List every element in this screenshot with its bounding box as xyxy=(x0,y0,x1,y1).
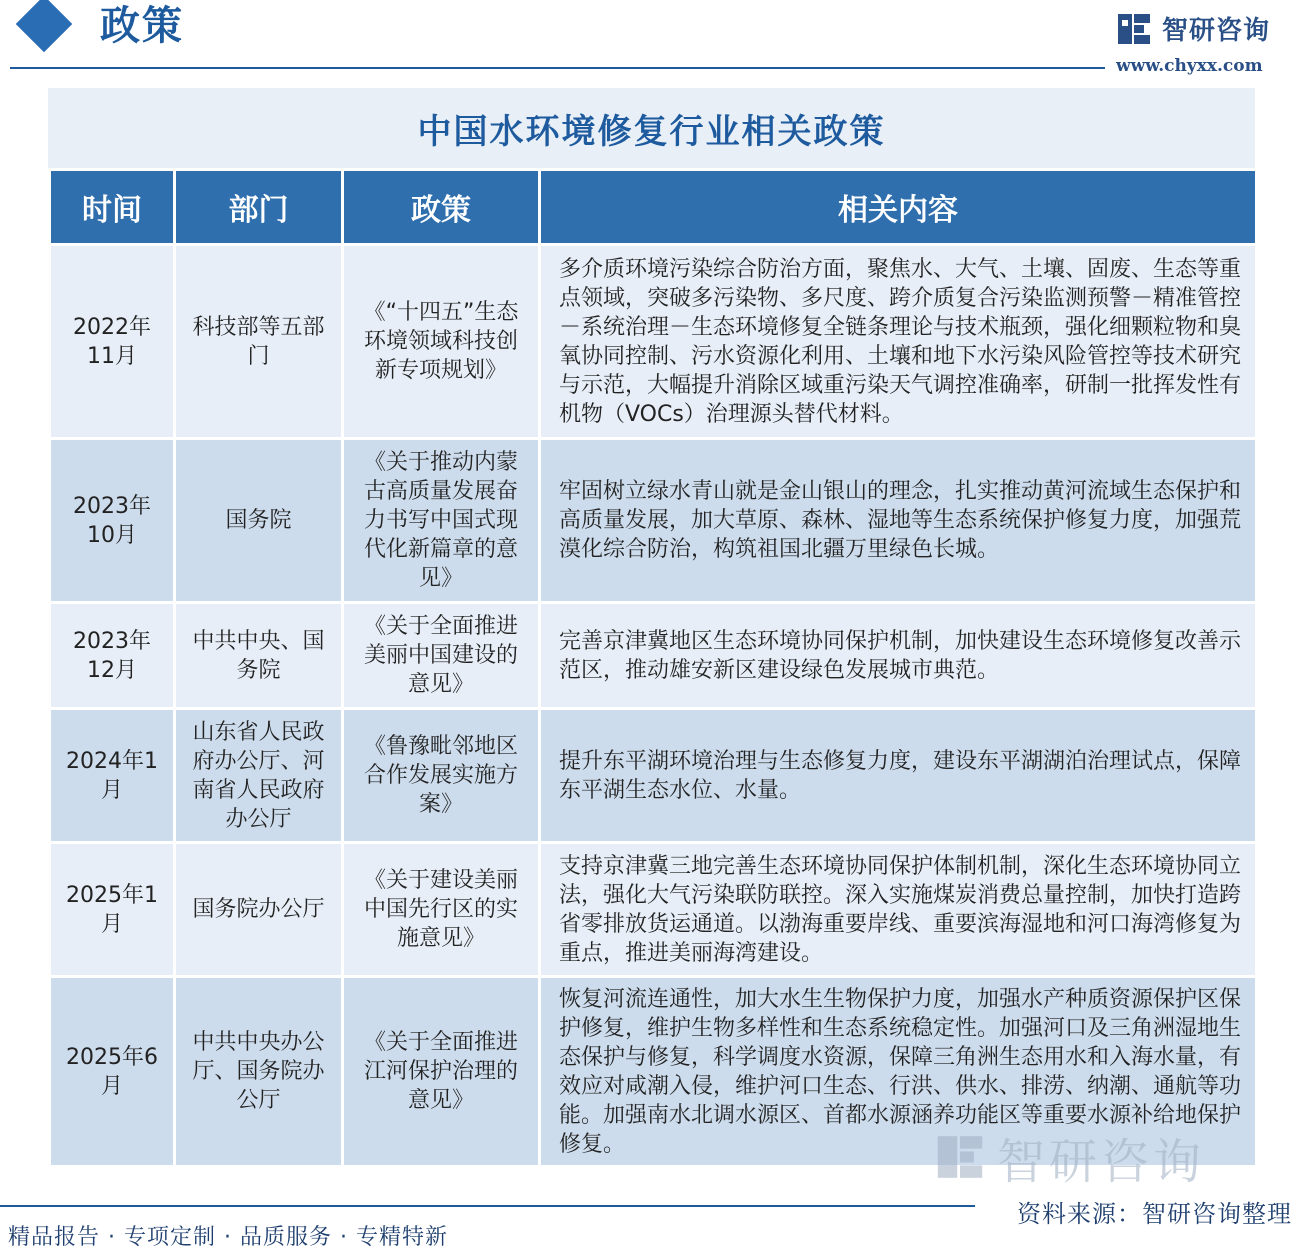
brand xyxy=(1116,6,1276,82)
table-row xyxy=(50,709,1257,843)
cell-dept: 国务院 xyxy=(175,439,343,603)
cell-time: 2022年11月 xyxy=(50,245,175,439)
brand-url: www.chyxx.com xyxy=(1116,56,1263,76)
page-title: 政策 xyxy=(100,3,184,49)
table-header-row xyxy=(50,170,1257,245)
cell-dept: 中共中央、国务院 xyxy=(175,603,343,709)
brand-name: 智研咨询 xyxy=(1162,16,1271,46)
cell-dept: 山东省人民政府办公厅、河南省人民政府办公厅 xyxy=(175,709,343,843)
cell-content: 提升东平湖环境治理与生态修复力度，建设东平湖湖泊治理试点，保障东平湖生态水位、水量。 xyxy=(540,709,1257,843)
data-source: 资料来源：智研咨询整理 xyxy=(1017,1200,1292,1228)
column-header-time: 时间 xyxy=(50,170,175,245)
cell-policy: 《“十四五”生态环境领域科技创新专项规划》 xyxy=(343,245,540,439)
cell-policy: 《关于推动内蒙古高质量发展奋力书写中国式现代化新篇章的意见》 xyxy=(343,439,540,603)
table-row xyxy=(50,843,1257,977)
cell-policy: 《关于全面推进江河保护治理的意见》 xyxy=(343,977,540,1167)
cell-dept: 中共中央办公厅、国务院办公厅 xyxy=(175,977,343,1167)
column-header-content: 相关内容 xyxy=(540,170,1257,245)
table-title: 中国水环境修复行业相关政策 xyxy=(48,88,1255,168)
footer-tagline: 精品报告 · 专项定制 · 品质服务 · 专精特新 xyxy=(8,1225,448,1250)
cell-content: 支持京津冀三地完善生态环境协同保护体制机制，深化生态环境协同立法，强化大气污染联防联控。深入实施煤炭消费总量控制，加快打造跨省零排放货运通道。以渤海重要岸线、重要滨海湿地和河口海湾修复为重点，推进美丽海湾建设。 xyxy=(540,843,1257,977)
watermark-text: 智研咨询 xyxy=(997,1133,1206,1190)
cell-policy: 《关于全面推进美丽中国建设的意见》 xyxy=(343,603,540,709)
cell-content: 牢固树立绿水青山就是金山银山的理念，扎实推动黄河流域生态保护和高质量发展，加大草原、森林、湿地等生态系统保护修复力度，加强荒漠化综合防治，构筑祖国北疆万里绿色长城。 xyxy=(540,439,1257,603)
column-header-dept: 部门 xyxy=(175,170,343,245)
cell-time: 2023年12月 xyxy=(50,603,175,709)
table-row xyxy=(50,245,1257,439)
cell-content: 恢复河流连通性，加大水生生物保护力度，加强水产种质资源保护区保护修复，维护生物多样性和生态系统稳定性。加强河口及三角洲湿地生态保护与修复，科学调度水资源，保障三角洲生态用水和入海水量，有效应对咸潮入侵，维护河口生态、行洪、供水、排涝、纳潮、通航等功能。加强南水北调水源区、首都水源涵养功能区等重要水源补给地保护修复。 xyxy=(540,977,1257,1167)
policy-table xyxy=(48,168,1258,1168)
table-row xyxy=(50,977,1257,1167)
title-diamond-icon xyxy=(16,0,73,52)
footer-divider xyxy=(0,1205,975,1207)
cell-policy: 《关于建设美丽中国先行区的实施意见》 xyxy=(343,843,540,977)
table-row xyxy=(50,603,1257,709)
cell-time: 2024年1月 xyxy=(50,709,175,843)
cell-dept: 科技部等五部门 xyxy=(175,245,343,439)
column-header-policy: 政策 xyxy=(343,170,540,245)
cell-time: 2025年6月 xyxy=(50,977,175,1167)
brand-logo-icon xyxy=(1116,12,1152,46)
cell-time: 2023年10月 xyxy=(50,439,175,603)
cell-content: 完善京津冀地区生态环境协同保护机制，加快建设生态环境修复改善示范区，推动雄安新区建设绿色发展城市典范。 xyxy=(540,603,1257,709)
policy-table-panel xyxy=(48,88,1255,1164)
header-divider xyxy=(10,67,1105,69)
table-row xyxy=(50,439,1257,603)
cell-time: 2025年1月 xyxy=(50,843,175,977)
cell-dept: 国务院办公厅 xyxy=(175,843,343,977)
cell-content: 多介质环境污染综合防治方面，聚焦水、大气、土壤、固废、生态等重点领域，突破多污染物、多尺度、跨介质复合污染监测预警－精准管控－系统治理－生态环境修复全链条理论与技术瓶颈，强化细颗粒物和臭氧协同控制、污水资源化利用、土壤和地下水污染风险管控等技术研究与示范，大幅提升消除区域重污染天气调控准确率，研制一批挥发性有机物（VOCs）治理源头替代材料。 xyxy=(540,245,1257,439)
cell-policy: 《鲁豫毗邻地区合作发展实施方案》 xyxy=(343,709,540,843)
